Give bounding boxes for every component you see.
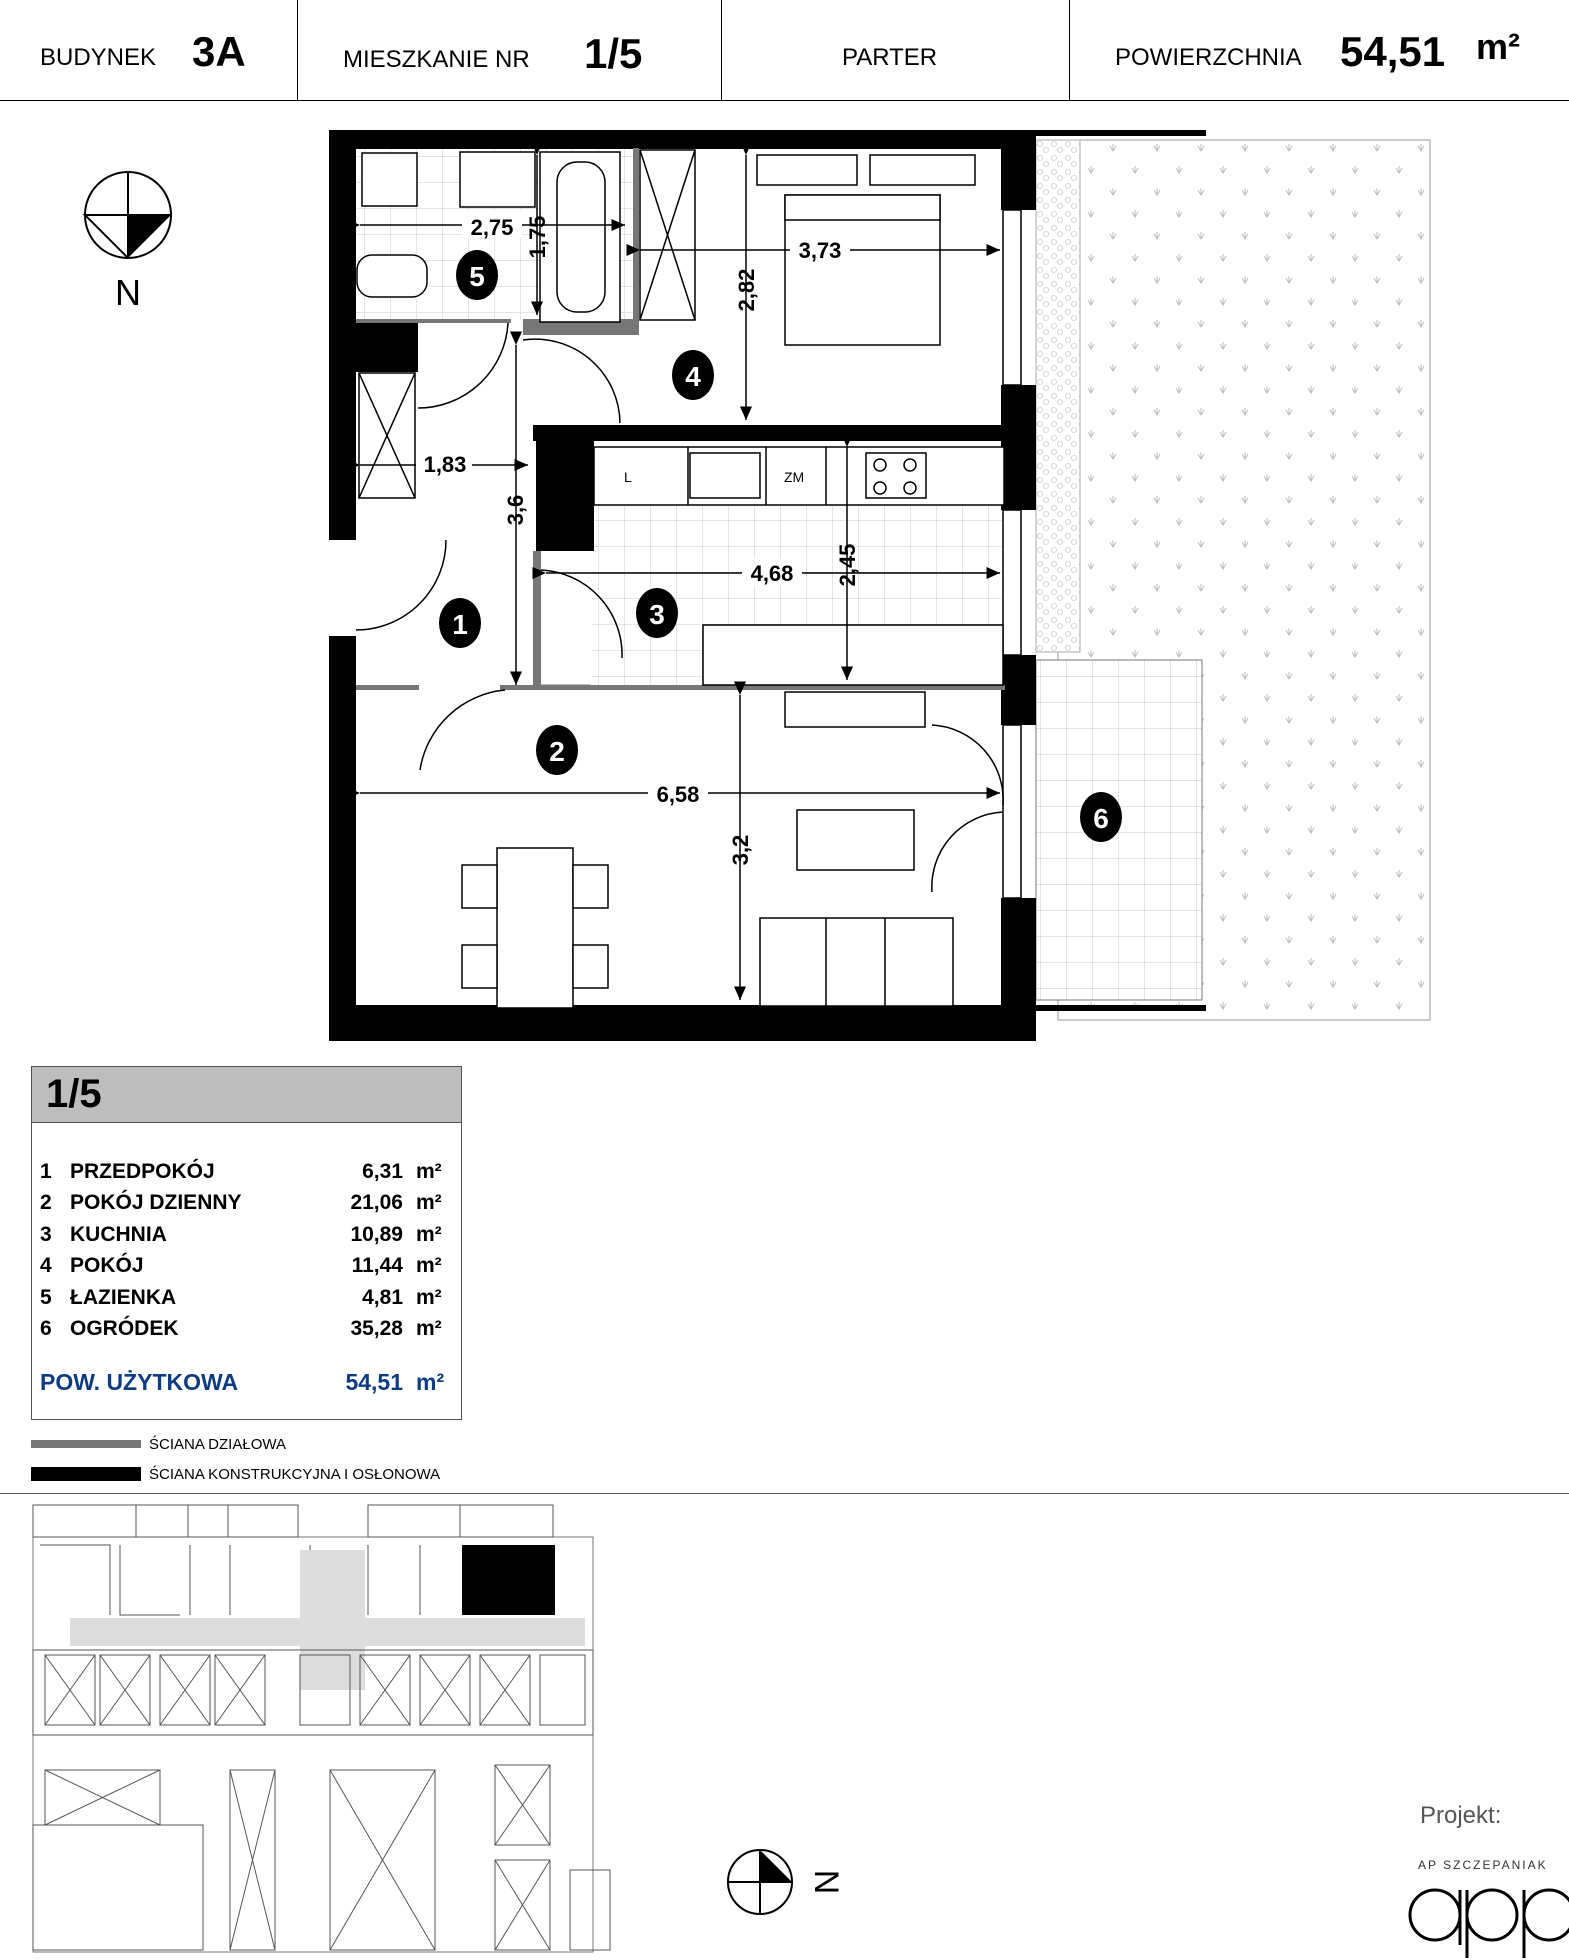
firm-logo-icon [1410,1890,1569,1958]
room-no: 5 [40,1286,52,1309]
area-row [32,1254,463,1284]
room-marker-5: 5 [469,261,485,292]
room-area: 6,31 [362,1160,403,1183]
area-table-title: 1/5 [32,1067,461,1123]
room-name: POKÓJ [70,1254,144,1277]
room-area: 35,28 [350,1317,403,1340]
dim-kitchen-width: 4,68 [750,561,794,586]
area-row [32,1317,463,1347]
area-table [31,1066,462,1420]
section-divider [0,1493,1569,1494]
firm-name: AP SZCZEPANIAK [1418,1858,1548,1872]
room-marker-1: 1 [452,609,468,640]
room-marker-3: 3 [649,599,665,630]
total-unit: m² [416,1369,445,1395]
living-furniture [462,692,953,1008]
room-name: KUCHNIA [70,1223,167,1246]
garden-gravel-strip [1036,140,1080,652]
key-plan-highlight [462,1545,555,1615]
structural-wall-swatch [31,1467,141,1481]
area-label: POWIERZCHNIA [1115,44,1302,71]
room-unit: m² [416,1317,442,1340]
windows [1003,210,1021,898]
room-unit: m² [416,1191,442,1214]
room-name: OGRÓDEK [70,1317,179,1340]
area-value: 54,51 [1340,28,1446,75]
dim-bathroom-width: 2,75 [470,215,514,240]
dim-living-width: 6,58 [656,782,700,807]
room-unit: m² [416,1160,442,1183]
room-marker-2: 2 [549,736,565,767]
dim-hall-depth: 3,6 [503,494,528,526]
structural-wall-label: ŚCIANA KONSTRUKCYJNA I OSŁONOWA [149,1466,441,1483]
area-total-row [32,1369,463,1399]
room-area: 10,89 [350,1223,403,1246]
dim-living-depth: 3,2 [728,834,753,866]
room-unit: m² [416,1223,442,1246]
dim-hall-width: 1,83 [423,452,467,477]
area-row [32,1286,463,1316]
room-area: 4,81 [362,1286,403,1309]
room-unit: m² [416,1286,442,1309]
floor-label: PARTER [842,44,938,71]
room-name: PRZEDPOKÓJ [70,1160,215,1183]
room-name: POKÓJ DZIENNY [70,1191,242,1214]
compass-label: N [115,272,141,313]
compass-rose-icon [85,172,171,258]
dishwasher-label: ZM [784,469,805,485]
room-marker-4: 4 [685,361,701,392]
projekt-label: Projekt: [1420,1802,1502,1829]
room-unit: m² [416,1254,442,1277]
area-unit: m² [1476,26,1520,67]
dim-bathroom-depth: 1,75 [525,215,550,259]
building-value: 3A [192,28,246,75]
building-label: BUDYNEK [40,44,157,71]
terrace-area [1036,660,1202,1000]
apartment-value: 1/5 [584,30,643,77]
room-no: 2 [40,1191,52,1214]
apartment-label: MIESZKANIE NR [343,46,530,73]
area-row [32,1191,463,1221]
room-name: ŁAZIENKA [70,1286,177,1309]
room-no: 4 [40,1254,52,1277]
area-row [32,1223,463,1253]
total-area: 54,51 [345,1369,403,1395]
dim-bedroom-width: 3,73 [798,238,842,263]
total-label: POW. UŻYTKOWA [40,1369,239,1395]
area-row [32,1160,463,1190]
compass-rose-bottom-icon [728,1850,792,1914]
dim-kitchen-depth: 2,45 [835,543,860,587]
room-area: 21,06 [350,1191,403,1214]
dim-bedroom-depth: 2,82 [734,268,759,312]
partition-wall-swatch [31,1440,141,1448]
room-no: 1 [40,1160,52,1183]
partition-wall-label: ŚCIANA DZIAŁOWA [149,1436,286,1453]
room-marker-6: 6 [1093,803,1109,834]
compass-bottom-label: N [807,1869,845,1895]
room-no: 3 [40,1223,52,1246]
room-area: 11,44 [351,1254,403,1277]
fridge-label: L [624,469,632,485]
room-no: 6 [40,1317,52,1340]
